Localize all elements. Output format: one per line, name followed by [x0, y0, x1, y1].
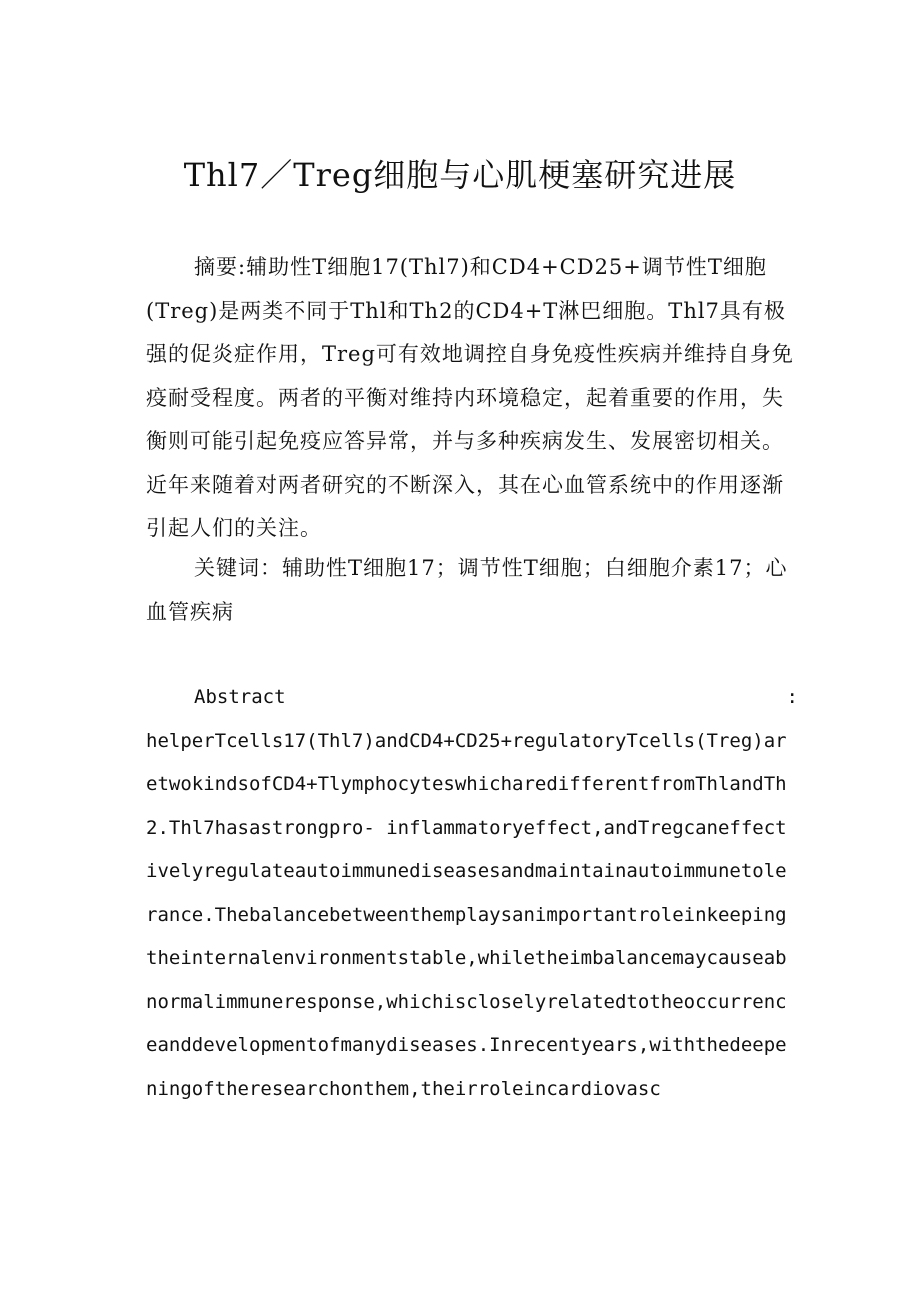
- abstract-zh-paragraph: 摘要:辅助性T细胞17(Thl7)和CD4+CD25+调节性T细胞(Treg)是两类不同于Thl和Th2的CD4+T淋巴细胞。Thl7具有极强的促炎症作用，Treg可有效地调控自身免疫性疾病并维持自身免疫耐受程度。两者的平衡对维持内环境稳定，起着重要的作用，失衡则可能引起免疫应答异常，并与多种疾病发生、发展密切相关。近年来随着对两者研究的不断深入，其在心血管系统中的作用逐渐引起人们的关注。: [146, 255, 794, 540]
- abstract-en-heading-line: [146, 676, 798, 720]
- abstract-en-section: [146, 676, 798, 1111]
- abstract-en-colon: :: [786, 686, 798, 708]
- abstract-en-paragraph: helperTcells17(Thl7)andCD4+CD25+regulatoryTcells(Treg)aretwokindsofCD4+TlymphocyteswhicharedifferentfromThlandTh2.Thl7hasastrongpro- inflammatoryeffect,andTregcaneffectivelyregulateautoimmunediseasesandmaintainautoimmunetolerance.Thebalancebetweenthemplaysanimportantroleinkeepingtheinternalenvironmentstable,whiletheimbalancemaycauseabnormalimmuneresponse,whichiscloselyrelatedtotheoccurrenceanddevelopmentofmanydiseases.Inrecentyears,withthedeepeningoftheresearchonthem,theirroleincardiovasc: [146, 729, 787, 1100]
- abstract-en-label: Abstract: [194, 686, 286, 708]
- keywords-paragraph: 关键词：辅助性T细胞17；调节性T细胞；白细胞介素17；心血管疾病: [146, 556, 788, 624]
- document-title: Thl7／Treg细胞与心肌梗塞研究进展: [183, 156, 737, 194]
